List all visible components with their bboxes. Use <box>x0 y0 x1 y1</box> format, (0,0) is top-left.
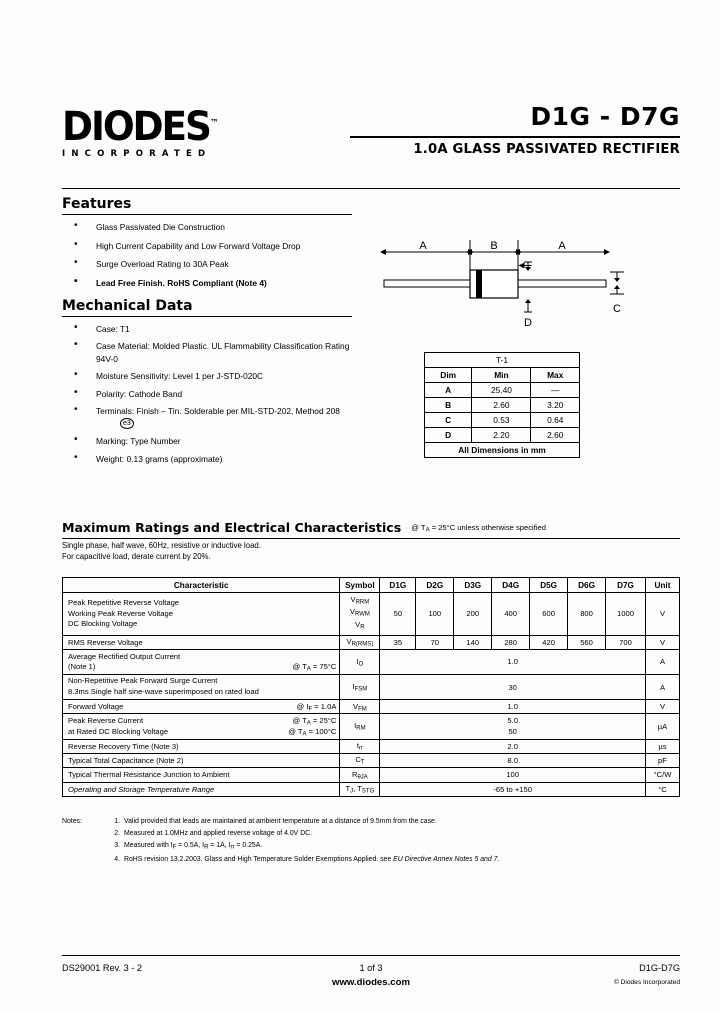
cell-dim: C <box>425 413 472 428</box>
cell-symbol: $V_{R(RMS)}$ <box>340 635 380 649</box>
table-row <box>425 353 580 368</box>
cell-unit: A <box>645 650 679 675</box>
note-text: RoHS revision 13.2.2003. Glass and High Temperature Solder Exemptions Applied. see EU Directive Annex Notes 5 and 7. <box>124 856 500 864</box>
col-d3g: D3G <box>454 578 492 593</box>
max-ratings-condition: @ $T_A = 25^\circ C$ unless otherwise specified <box>411 523 546 534</box>
col-d1g: D1G <box>380 578 416 593</box>
footer-part-number-block <box>614 963 680 986</box>
svg-text:A: A <box>419 240 427 252</box>
cell-value: 100 <box>416 593 454 636</box>
cell-value: 280 <box>492 635 530 649</box>
cell-value: 560 <box>568 635 606 649</box>
max-col-header: Max <box>531 368 580 383</box>
title-block <box>350 103 680 157</box>
cell-characteristic: Reverse Recovery Time (Note 3) <box>63 739 340 753</box>
cell-value: -65 to +150 <box>380 782 646 796</box>
table-row <box>63 593 680 636</box>
dim-col-header: Dim <box>425 368 472 383</box>
char-line: Working Peak Reverse Voltage <box>68 608 173 618</box>
features-heading: Features <box>62 196 132 212</box>
char-line: Non-Repetitive Peak Forward Surge Current <box>68 676 218 686</box>
char-condition: @ $T_A = 100^\circ C$ <box>288 726 337 737</box>
diodes-logo <box>62 104 219 159</box>
table-row <box>425 413 580 428</box>
lead-free-e3-icon: e3 <box>120 418 134 429</box>
cell-value: 1.0 <box>380 650 646 675</box>
cell-characteristic: Operating and Storage Temperature Range <box>63 782 340 796</box>
char-condition: @ $I_F = 1.0A$ <box>296 701 337 712</box>
cell-value <box>380 714 646 739</box>
cell-symbol: $V_{FM}$ <box>340 700 380 714</box>
cell-symbol: $I_O$ <box>340 650 380 675</box>
cell-symbol: $T_J$, $T_{STG}$ <box>340 782 380 796</box>
header-divider <box>62 188 680 189</box>
list-item: • Lead Free Finish. RoHS Compliant (Note 4) <box>62 277 352 289</box>
table-row <box>63 782 680 796</box>
cell-max: 2.60 <box>531 428 580 443</box>
table-row <box>425 398 580 413</box>
features-list <box>62 221 352 289</box>
list-item <box>114 816 680 827</box>
table-row <box>63 635 680 649</box>
max-ratings-table <box>62 577 680 797</box>
value-line: 50 <box>508 726 517 736</box>
package-svg <box>372 232 672 344</box>
max-ratings-heading: Maximum Ratings and Electrical Characteristics <box>62 520 402 535</box>
cell-unit: µA <box>645 714 679 739</box>
logo-wordmark: DIODES™ <box>62 104 219 150</box>
dim-table-footer: All Dimensions in mm <box>425 443 580 458</box>
char-condition: @ $T_A = 25^\circ C$ <box>292 716 337 727</box>
list-item: • Weight: 0.13 grams (approximate) <box>62 453 352 465</box>
cell-dim: D <box>425 428 472 443</box>
note-italic: EU Directive Annex Notes 5 and 7. <box>393 856 500 864</box>
cell-value: 700 <box>606 635 646 649</box>
table-row <box>63 714 680 739</box>
cell-unit: V <box>645 593 679 636</box>
cell-characteristic <box>63 593 340 636</box>
col-d7g: D7G <box>606 578 646 593</box>
features-section <box>62 196 352 295</box>
cell-unit: pF <box>645 753 679 767</box>
col-d2g: D2G <box>416 578 454 593</box>
col-d6g: D6G <box>568 578 606 593</box>
cell-value: 400 <box>492 593 530 636</box>
table-row <box>425 383 580 398</box>
svg-text:A: A <box>558 240 566 252</box>
cell-unit: µs <box>645 739 679 753</box>
note-text: Measured with $I_F = 0.5A$, $I_R = 1A$, $I_{rr} = 0.25A$. <box>124 842 263 851</box>
cell-value: 70 <box>416 635 454 649</box>
cell-characteristic: Typical Thermal Resistance Junction to Ambient <box>63 768 340 782</box>
title-divider <box>350 136 680 138</box>
table-row <box>63 700 680 714</box>
col-characteristic: Characteristic <box>63 578 340 593</box>
cell-symbol: $V_{RRM}$ $V_{RWM}$ $V_R$ <box>340 593 380 636</box>
char-condition: @ $T_A = 75^\circ C$ <box>292 662 337 673</box>
cell-unit: V <box>645 700 679 714</box>
cell-characteristic <box>63 700 340 714</box>
cell-value: 50 <box>380 593 416 636</box>
list-item <box>114 840 680 854</box>
page-number: 1 of 3 <box>359 963 383 973</box>
char-line: Forward Voltage <box>68 701 124 711</box>
table-row <box>425 428 580 443</box>
trademark-icon: ™ <box>209 118 219 129</box>
cell-symbol: $I_{RM}$ <box>340 714 380 739</box>
char-line: (Note 1) <box>68 662 96 672</box>
mechanical-data-list <box>62 323 352 465</box>
page-number-block <box>62 963 680 988</box>
cell-characteristic <box>63 714 340 739</box>
cell-unit: V <box>645 635 679 649</box>
max-ratings-heading-block <box>62 519 680 539</box>
dimensions-table <box>424 352 580 458</box>
website-link[interactable]: www.diodes.com <box>331 977 410 988</box>
cell-value: 35 <box>380 635 416 649</box>
note-number: 2. <box>114 830 120 837</box>
cell-max: — <box>531 383 580 398</box>
cell-value: 100 <box>380 768 646 782</box>
list-item: • Polarity: Cathode Band <box>62 388 352 400</box>
char-line: Average Rectified Output Current <box>68 651 181 661</box>
cell-value: 2.0 <box>380 739 646 753</box>
cell-symbol: $t_{rr}$ <box>340 739 380 753</box>
max-ratings-preamble <box>62 541 261 562</box>
preamble-line-1: Single phase, half wave, 60Hz, resistive or inductive load. <box>62 541 261 550</box>
page-footer <box>62 961 680 1005</box>
terminals-text: Terminals: Finish – Tin. Solderable per MIL-STD-202, Method 208 <box>96 406 340 417</box>
list-item: • Case: T1 <box>62 323 352 335</box>
list-item <box>62 405 352 430</box>
list-item: • Surge Overload Rating to 30A Peak <box>62 258 352 270</box>
col-unit: Unit <box>645 578 679 593</box>
cell-min: 2.20 <box>472 428 531 443</box>
table-row <box>63 650 680 675</box>
cell-characteristic: Typical Total Capacitance (Note 2) <box>63 753 340 767</box>
col-symbol: Symbol <box>340 578 380 593</box>
table-row <box>63 768 680 782</box>
preamble-line-2: For capacitive load, derate current by 20%. <box>62 551 211 561</box>
note-text: Measured at 1.0MHz and applied reverse voltage of 4.0V DC. <box>124 830 313 837</box>
dim-table-title: T-1 <box>425 353 580 368</box>
cell-value: 8.0 <box>380 753 646 767</box>
table-row <box>63 674 680 699</box>
cell-max: 3.20 <box>531 398 580 413</box>
mechanical-data-section <box>62 298 352 470</box>
table-row <box>63 739 680 753</box>
cell-min: 25.40 <box>472 383 531 398</box>
note-number: 4. <box>114 856 120 864</box>
list-item: • High Current Capability and Low Forward Voltage Drop <box>62 240 352 252</box>
package-outline-drawing <box>372 232 672 344</box>
cell-max: 0.64 <box>531 413 580 428</box>
cell-characteristic: RMS Reverse Voltage <box>63 635 340 649</box>
logo-subtext: INCORPORATED <box>62 149 212 159</box>
cell-value: 30 <box>380 674 646 699</box>
cell-dim: B <box>425 398 472 413</box>
copyright-notice: © Diodes Incorporated <box>613 979 680 986</box>
notes-section <box>62 816 680 866</box>
char-line: Peak Repetitive Reverse Voltage <box>68 597 180 607</box>
min-col-header: Min <box>472 368 531 383</box>
cell-value: 200 <box>454 593 492 636</box>
cell-dim: A <box>425 383 472 398</box>
table-header-row <box>63 578 680 593</box>
footer-part-number: D1G-D7G <box>639 963 680 973</box>
col-d4g: D4G <box>492 578 530 593</box>
cell-symbol: $I_{FSM}$ <box>340 674 380 699</box>
features-divider <box>62 214 352 215</box>
char-line: Peak Reverse Current <box>68 716 144 726</box>
note-number: 1. <box>114 818 120 825</box>
char-line: 8.3ms Single half sine-wave superimposed on rated load <box>68 687 259 697</box>
list-item: • Glass Passivated Die Construction <box>62 221 352 233</box>
cell-value: 1000 <box>606 593 646 636</box>
cell-value: 140 <box>454 635 492 649</box>
cell-unit: A <box>645 674 679 699</box>
mechanical-data-heading: Mechanical Data <box>62 298 193 314</box>
note-number: 3. <box>114 842 120 849</box>
value-line: 5.0 <box>507 715 518 725</box>
cell-symbol: $R_{\theta JA}$ <box>340 768 380 782</box>
cell-characteristic <box>63 674 340 699</box>
list-item <box>114 854 680 865</box>
table-header-row <box>425 368 580 383</box>
footer-divider <box>62 955 680 956</box>
note-text: Valid provided that leads are maintained at ambient temperature at a distance of 9.5mm from the case. <box>124 818 437 825</box>
svg-text:C: C <box>613 303 621 315</box>
document-number: DS29001 Rev. 3 - 2 <box>62 963 143 973</box>
max-ratings-divider <box>62 538 680 539</box>
notes-list <box>62 816 680 866</box>
svg-text:D: D <box>524 317 532 329</box>
cell-characteristic <box>63 650 340 675</box>
list-item: • Case Material: Molded Plastic. UL Flammability Classification Rating 94V-0 <box>62 340 352 365</box>
cell-value: 1.0 <box>380 700 646 714</box>
mechanical-data-divider <box>62 316 352 317</box>
char-line: at Rated DC Blocking Voltage <box>68 726 169 736</box>
cell-value: 800 <box>568 593 606 636</box>
list-item: • Moisture Sensitivity: Level 1 per J-STD-020C <box>62 370 352 382</box>
char-line: DC Blocking Voltage <box>68 619 138 629</box>
cell-value: 600 <box>530 593 568 636</box>
list-item: • Marking: Type Number <box>62 435 352 447</box>
cell-symbol: $C_T$ <box>340 753 380 767</box>
notes-label: Notes: <box>62 818 82 825</box>
cell-value: 420 <box>530 635 568 649</box>
cell-unit: °C <box>645 782 679 796</box>
table-row <box>63 753 680 767</box>
page-title: D1G - D7G <box>530 102 680 131</box>
table-row <box>425 443 580 458</box>
page-header <box>0 95 720 185</box>
col-d5g: D5G <box>530 578 568 593</box>
cell-unit: °C/W <box>645 768 679 782</box>
list-item <box>114 828 680 839</box>
page-subtitle: 1.0A GLASS PASSIVATED RECTIFIER <box>413 141 680 157</box>
cell-min: 0.53 <box>472 413 531 428</box>
cell-min: 2.60 <box>472 398 531 413</box>
svg-text:B: B <box>490 240 498 252</box>
